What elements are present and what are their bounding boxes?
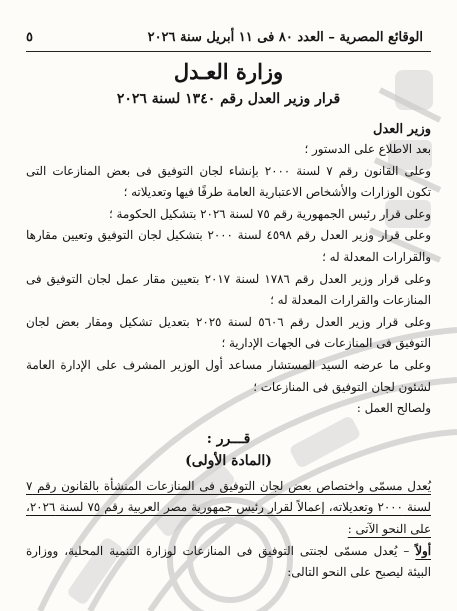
item-text: – يُعدل مسمّى لجنتى التوفيق فى المنازعات لوزارة التنمية المحلية، ووزارة البيئة ليصبح على النحو التالى: <box>26 543 431 580</box>
recital: وعلى قرار وزير العدل رقم ١٧٨٦ لسنة ٢٠١٧ بتعيين مقار عمل لجان التوفيق فى المنازعات والقرارات المعدلة له ؛ <box>26 271 431 308</box>
decision-heading: قـــرر : <box>206 430 251 447</box>
item-label: أولاً <box>415 543 431 558</box>
decree-body <box>26 57 431 584</box>
running-header <box>26 30 431 50</box>
decree-title: قرار وزير العدل رقم ١٣٤٠ لسنة ٢٠٢٦ <box>116 91 341 107</box>
recital: ولصالح العمل : <box>356 401 431 416</box>
recital: وعلى قرار وزير العدل رقم ٤٥٩٨ لسنة ٢٠٠٠ بتشكيل لجان التوفيق وتعيين مقارها والقرارات المعدلة له ؛ <box>26 228 431 264</box>
ministry-title: وزارة العـدل <box>173 59 284 84</box>
article-item-one <box>26 541 431 584</box>
article-title: (المادة الأولى) <box>185 452 272 469</box>
minister-heading: وزير العدل <box>373 122 431 137</box>
page-number: ٥ <box>26 30 33 45</box>
header-rule <box>26 51 431 52</box>
recital: وعلى قرار رئيس الجمهورية رقم ٧٥ لسنة ٢٠٢٦ بتشكيل الحكومة ؛ <box>109 206 431 221</box>
article-intro: يُعدل مسمّى واختصاص بعض لجان التوفيق فى المنازعات المنشأة بالقانون رقم ٧ لسنة ٢٠٠٠ وتعديلاته، إعمالاً لقرار رئيس جمهورية مصر العربية رقم ٧٥ لسنة ٢٠٢٦، على النحو الآتى : <box>26 478 431 536</box>
recital: وعلى ما عرضه السيد المستشار مساعد أول الوزير المشرف على الإدارة العامة لشئون لجان التوفيق فى المنازعات ؛ <box>26 357 431 394</box>
recital: بعد الاطلاع على الدستور ؛ <box>304 142 431 156</box>
recital: وعلى القانون رقم ٧ لسنة ٢٠٠٠ بإنشاء لجان التوفيق فى بعض المنازعات التى تكون الوزارات والأشخاص الاعتبارية العامة طرفًا فيها وتعديلاته ؛ <box>26 163 431 200</box>
recital: وعلى قرار وزير العدل رقم ٥٦٠٦ لسنة ٢٠٢٥ بتعديل تشكيل ومقار بعض لجان التوفيق فى المنازعات فى الجهات الإدارية ؛ <box>26 314 431 351</box>
running-title: الوقائع المصرية – العدد ٨٠ فى ١١ أبريل سنة ٢٠٢٦ <box>147 30 423 45</box>
